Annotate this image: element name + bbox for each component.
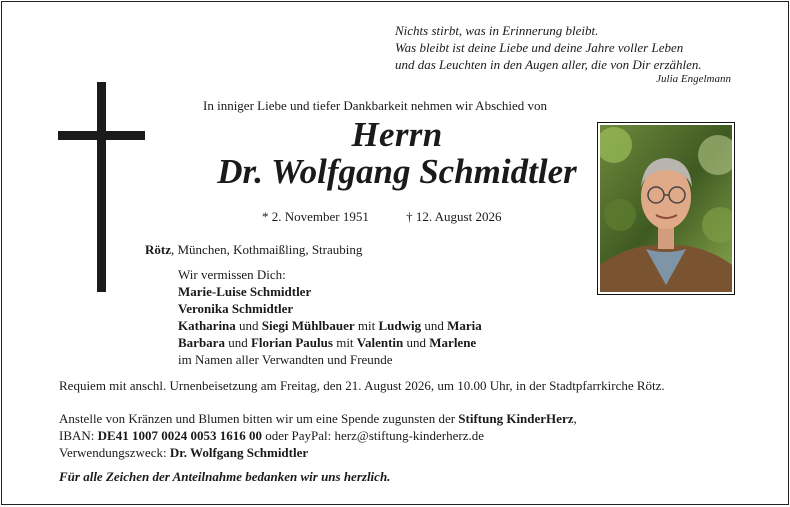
cross-horizontal-beam	[58, 131, 145, 140]
requiem-info: Requiem mit anschl. Urnenbeisetzung am Freitag, den 21. August 2026, um 10.00 Uhr, in der Stadtpfarrkirche Rötz.	[59, 378, 665, 393]
cross-vertical-beam	[97, 82, 106, 292]
mourners-closing: im Namen aller Verwandten und Freunde	[178, 352, 393, 367]
mourner-name: Barbara	[178, 335, 225, 350]
mourner-name: Marlene	[429, 335, 477, 350]
birth-date: * 2. November 1951	[262, 209, 369, 224]
poem-line: Nichts stirbt, was in Erinnerung bleibt.	[395, 23, 599, 38]
mourners-heading: Wir vermissen Dich:	[178, 267, 286, 282]
deceased-name: Dr. Wolfgang Schmidtler	[217, 152, 577, 191]
purpose-value: Dr. Wolfgang Schmidtler	[169, 445, 309, 460]
connector-text: mit	[332, 335, 357, 350]
donation-organization: Stiftung KinderHerz	[458, 411, 574, 426]
mourner-name: Maria	[447, 318, 482, 333]
life-dates	[262, 209, 501, 225]
donation-comma: ,	[573, 411, 577, 426]
poem-author: Julia Engelmann	[656, 73, 731, 85]
obituary-notice	[1, 1, 789, 505]
iban-label: IBAN:	[59, 428, 98, 443]
connector-text: und	[421, 318, 448, 333]
intro-text: In inniger Liebe und tiefer Dankbarkeit nehmen wir Abschied von	[203, 98, 548, 113]
connector-text: mit	[354, 318, 379, 333]
mourners-list	[178, 266, 482, 368]
latin-cross-icon	[58, 82, 145, 292]
donation-text: Anstelle von Kränzen und Blumen bitten wir um eine Spende zugunsten der	[59, 411, 459, 426]
mourner-name: Siegi Mühlbauer	[261, 318, 355, 333]
poem-line: Was bleibt ist deine Liebe und deine Jahre voller Leben	[395, 40, 684, 55]
places-rest: , München, Kothmaißling, Straubing	[171, 242, 363, 257]
poem-line: und das Leuchten in den Augen aller, die von Dir erzählen.	[395, 57, 702, 72]
place-main: Rötz	[145, 242, 171, 257]
portrait-photo	[597, 122, 735, 295]
mourner-name: Veronika Schmidtler	[178, 301, 294, 316]
paypal-info: oder PayPal: herz@stiftung-kinderherz.de	[261, 428, 485, 443]
purpose-label: Verwendungszweck:	[59, 445, 170, 460]
death-date: † 12. August 2026	[406, 209, 502, 224]
mourner-line	[178, 334, 482, 351]
mourner-name: Katharina	[178, 318, 236, 333]
portrait-image	[600, 125, 732, 292]
deceased-salutation: Herrn	[351, 115, 443, 154]
mourner-line	[178, 317, 482, 334]
mourner-name: Florian Paulus	[250, 335, 333, 350]
connector-text: und	[224, 335, 251, 350]
donation-info	[59, 410, 577, 461]
memorial-poem	[395, 22, 735, 86]
connector-text: und	[403, 335, 430, 350]
thanks-text: Für alle Zeichen der Anteilnahme bedanken wir uns herzlich.	[59, 469, 391, 484]
mourner-name: Ludwig	[378, 318, 422, 333]
connector-text: und	[235, 318, 262, 333]
mourner-name: Marie-Luise Schmidtler	[178, 284, 312, 299]
iban-value: DE41 1007 0024 0053 1616 00	[97, 428, 262, 443]
places-line	[145, 242, 362, 258]
mourner-name: Valentin	[356, 335, 404, 350]
